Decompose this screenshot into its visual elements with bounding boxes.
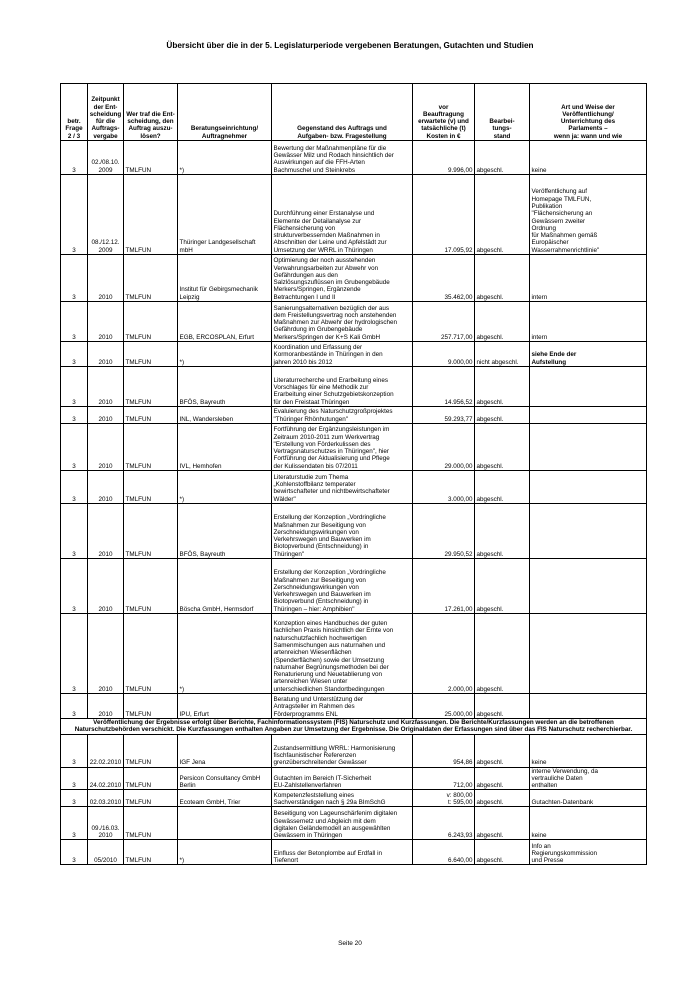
cell-gegenstand: Kompetenzfeststellung eines Sachverständigen nach § 29a BImSchG	[272, 790, 413, 807]
cell-stand: abgeschl.	[475, 302, 530, 342]
cell-wer: TMLFUN	[124, 407, 178, 424]
cell-gegenstand: Literaturstudie zum Thema „Kohlenstoffbilanz temperater bewirtschafteter und nichtbewirtschafteter Wälder"	[272, 471, 413, 504]
cell-zeitpunkt: 2010	[88, 694, 124, 719]
table-row	[61, 471, 647, 504]
cell-stand: abgeschl.	[475, 367, 530, 407]
cell-art: Gutachten-Datenbank	[530, 790, 647, 807]
cell-art: keine	[530, 141, 647, 175]
cell-zeitpunkt: 2010	[88, 367, 124, 407]
cell-frage: 3	[61, 734, 88, 767]
publication-note: Veröffentlichung der Ergebnisse erfolgt über Berichte, Fachinformationssystem (FIS) Naturschutz und Kurzfassungen. Die Berichte/Kurzfassungen werden an die betroffenen Naturschutzbehörden verschickt. Die Kurzfassungen enthalten Angaben zur Umsetzung der Ergebnisse. Die Originaldaten der Erfassungen sind über das FIS Naturschutz recherchierbar.	[61, 719, 647, 735]
header-zeitpunkt: Zeitpunkt der Ent- scheidung für die Auftrags- vergabe	[88, 84, 124, 141]
cell-kosten: 29.000,00	[413, 424, 475, 471]
cell-stand: abgeschl.	[475, 407, 530, 424]
cell-gegenstand: Beseitigung von Lageunschärfenim digitalen Gewässernetz und Abgleich mit dem digitalen Geländemodell an ausgewählten Gewässern in Thüringen	[272, 807, 413, 840]
table-row	[61, 367, 647, 407]
table-row	[61, 255, 647, 302]
cell-wer: TMLFUN	[124, 614, 178, 694]
cell-einrichtung: IPU, Erfurt	[178, 694, 272, 719]
cell-zeitpunkt: 2010	[88, 424, 124, 471]
cell-art	[530, 694, 647, 719]
cell-art	[530, 367, 647, 407]
cell-frage: 3	[61, 141, 88, 175]
cell-art	[530, 614, 647, 694]
cell-stand: abgeschl.	[475, 504, 530, 559]
cell-kosten: 59.293,77	[413, 407, 475, 424]
cell-gegenstand: Bewertung der Maßnahmenpläne für die Gewässer Milz und Rodach hinsichtlich der Auswirkungen auf die FFH-Arten Bachmuschel und Steinkrebs	[272, 141, 413, 175]
cell-frage: 3	[61, 790, 88, 807]
cell-stand: abgeschl.	[475, 559, 530, 614]
cell-art: Info an Regierungskommission und Presse	[530, 840, 647, 865]
cell-gegenstand: Sanierungsalternativen bezüglich der aus dem Freistellungsvertrag noch anstehenden Maßnahmen zur Abwehr der hydrologischen Gefährdung im Grubengebäude Merkers/Springen der K+S Kali GmbH	[272, 302, 413, 342]
cell-gegenstand: Durchführung einer Erstanalyse und Elemente der Detailanalyse zur Flächensicherung von strukturverbessernden Maßnahmen in Abschnitten der Leine und Apfelstädt zur Umsetzung der WRRL in Thüringen	[272, 175, 413, 255]
table-row	[61, 407, 647, 424]
header-frage: betr. Frage 2 / 3	[61, 84, 88, 141]
cell-frage: 3	[61, 471, 88, 504]
cell-wer: TMLFUN	[124, 807, 178, 840]
cell-kosten: 29.950,52	[413, 504, 475, 559]
cell-wer: TMLFUN	[124, 255, 178, 302]
cell-frage: 3	[61, 807, 88, 840]
cell-zeitpunkt: 02.03.2010	[88, 790, 124, 807]
table-row	[61, 614, 647, 694]
cell-frage: 3	[61, 614, 88, 694]
cell-stand: abgeschl.	[475, 734, 530, 767]
cell-kosten: 954,86	[413, 734, 475, 767]
cell-stand: nicht abgeschl.	[475, 342, 530, 367]
cell-gegenstand: Fortführung der Ergänzungsleistungen im Zeitraum 2010-2011 zum Werkvertrag "Erstellung von Förderkulissen des Vertragsnaturschutzes in Thüringen", hier Fortführung der Aktualisierung und Pflege der Kulissendaten bis 07/2011	[272, 424, 413, 471]
cell-wer: TMLFUN	[124, 471, 178, 504]
cell-kosten: 2.000,00	[413, 614, 475, 694]
cell-frage: 3	[61, 559, 88, 614]
cell-einrichtung: INL, Wandersleben	[178, 407, 272, 424]
cell-einrichtung: Thüringer Landgesellschaft mbH	[178, 175, 272, 255]
table-row	[61, 342, 647, 367]
cell-stand: abgeschl.	[475, 614, 530, 694]
cell-gegenstand: Evaluierung des Naturschutzgroßprojektes "Thüringer Rhönhutungen"	[272, 407, 413, 424]
cell-zeitpunkt: 24.02.2010	[88, 767, 124, 790]
cell-kosten: 9.000,00	[413, 342, 475, 367]
cell-frage: 3	[61, 407, 88, 424]
cell-stand: abgeschl.	[475, 255, 530, 302]
cell-art: keine	[530, 807, 647, 840]
table-header-row	[61, 84, 647, 141]
cell-gegenstand: Literaturrecherche und Erarbeitung eines Vorschlages für eine Methodik zur Erarbeitung einer Schutzgebietskonzeption für den Freistaat Thüringen	[272, 367, 413, 407]
header-einrichtung: Beratungseinrichtung/ Auftragnehmer	[178, 84, 272, 141]
cell-zeitpunkt: 05/2010	[88, 840, 124, 865]
header-kosten: vor Beauftragung erwartete (v) und tatsächliche (t) Kosten in €	[413, 84, 475, 141]
cell-stand: abgeschl.	[475, 424, 530, 471]
cell-gegenstand: Optimierung der noch ausstehenden Verwahrungsarbeiten zur Abwehr von Gefährdungen aus den Salzlösungszuflüssen im Grubengebäude Merkers/Springen, Ergänzende Betrachtungen I und II	[272, 255, 413, 302]
cell-stand: abgeschl.	[475, 694, 530, 719]
cell-stand: abgeschl.	[475, 141, 530, 175]
table-row	[61, 504, 647, 559]
cell-frage: 3	[61, 424, 88, 471]
cell-einrichtung: BFÖS, Bayreuth	[178, 367, 272, 407]
table-row	[61, 840, 647, 865]
cell-frage: 3	[61, 302, 88, 342]
cell-zeitpunkt: 2010	[88, 504, 124, 559]
cell-wer: TMLFUN	[124, 767, 178, 790]
cell-stand: abgeschl.	[475, 807, 530, 840]
cell-gegenstand: Koordination und Erfassung der Kormoranbestände in Thüringen in den jahren 2010 bis 2012	[272, 342, 413, 367]
cell-wer: TMLFUN	[124, 840, 178, 865]
cell-einrichtung: IVL, Hemhofen	[178, 424, 272, 471]
table-row	[61, 767, 647, 790]
cell-kosten: 6.243,93	[413, 807, 475, 840]
cell-einrichtung: IGF Jena	[178, 734, 272, 767]
cell-frage: 3	[61, 342, 88, 367]
cell-zeitpunkt: 2010	[88, 471, 124, 504]
table-row	[61, 424, 647, 471]
cell-stand: abgeschl.	[475, 471, 530, 504]
cell-stand: abgeschl.	[475, 175, 530, 255]
cell-zeitpunkt: 2010	[88, 342, 124, 367]
cell-gegenstand: Beratung und Unterstützung der Antragsteller im Rahmen des Förderprogramms ENL	[272, 694, 413, 719]
cell-stand: abgeschl.	[475, 790, 530, 807]
cell-frage: 3	[61, 367, 88, 407]
table-row	[61, 807, 647, 840]
cell-frage: 3	[61, 767, 88, 790]
cell-wer: TMLFUN	[124, 504, 178, 559]
table-row	[61, 559, 647, 614]
cell-wer: TMLFUN	[124, 367, 178, 407]
cell-zeitpunkt: 2010	[88, 559, 124, 614]
cell-kosten: 17.261,00	[413, 559, 475, 614]
cell-kosten: 712,00	[413, 767, 475, 790]
cell-einrichtung: *)	[178, 342, 272, 367]
cell-einrichtung: Institut für Gebirgsmechanik Leipzig	[178, 255, 272, 302]
cell-einrichtung: *)	[178, 840, 272, 865]
cell-gegenstand: Gutachten im Bereich IT-Sicherheit EU-Zahlstellenverfahren	[272, 767, 413, 790]
cell-art: Veröffentlichung auf Homepage TMLFUN, Publikation "Flächensicherung an Gewässern zweiter Ordnung für Maßnahmen gemäß Europäischer Wasserrahmenrichtlinie"	[530, 175, 647, 255]
cell-art	[530, 407, 647, 424]
cell-art: interne Verwendung, da vertrauliche Daten enthalten	[530, 767, 647, 790]
cell-kosten: v: 800,00 t: 595,00	[413, 790, 475, 807]
cell-einrichtung: Böscha GmbH, Hermsdorf	[178, 559, 272, 614]
cell-gegenstand: Einfluss der Betonplombe auf Erdfall in Tiefenort	[272, 840, 413, 865]
cell-kosten: 25.000,00	[413, 694, 475, 719]
table-row	[61, 734, 647, 767]
overview-table	[60, 83, 647, 865]
header-art: Art und Weise der Veröffentlichung/ Unterrichtung des Parlaments – wenn ja: wann und wie	[530, 84, 647, 141]
cell-art: keine	[530, 734, 647, 767]
cell-kosten: 9.996,00	[413, 141, 475, 175]
table-row	[61, 790, 647, 807]
cell-zeitpunkt: 08./12.12. 2009	[88, 175, 124, 255]
cell-frage: 3	[61, 840, 88, 865]
cell-zeitpunkt: 2010	[88, 614, 124, 694]
cell-einrichtung: Persicon Consultancy GmbH Berlin	[178, 767, 272, 790]
cell-kosten: 257.717,00	[413, 302, 475, 342]
cell-wer: TMLFUN	[124, 342, 178, 367]
cell-einrichtung: *)	[178, 141, 272, 175]
header-stand: Bearbei- tungs- stand	[475, 84, 530, 141]
cell-wer: TMLFUN	[124, 559, 178, 614]
cell-kosten: 3.000,00	[413, 471, 475, 504]
cell-art: intern	[530, 302, 647, 342]
cell-gegenstand: Erstellung der Konzeption „Vordringliche Maßnahmen zur Beseitigung von Zerschneidungswirkungen von Verkehrswegen und Bauwerken im Biotopverbund (Entschneidung) in Thüringen"	[272, 504, 413, 559]
cell-art	[530, 471, 647, 504]
cell-einrichtung: *)	[178, 614, 272, 694]
cell-wer: TMLFUN	[124, 141, 178, 175]
page-title: Übersicht über die in der 5. Legislaturperiode vergebenen Beratungen, Gutachten und Studien	[166, 41, 534, 50]
table-row	[61, 302, 647, 342]
table-row	[61, 694, 647, 719]
cell-kosten: 35.462,00	[413, 255, 475, 302]
cell-zeitpunkt: 09./16.03. 2010	[88, 807, 124, 840]
cell-art	[530, 504, 647, 559]
cell-art: siehe Ende der Aufstellung	[530, 342, 647, 367]
cell-wer: TMLFUN	[124, 302, 178, 342]
cell-art	[530, 424, 647, 471]
header-wer: Wer traf die Ent- scheidung, den Auftrag auszu- lösen?	[124, 84, 178, 141]
cell-einrichtung: EGB, ERCOSPLAN, Erfurt	[178, 302, 272, 342]
cell-wer: TMLFUN	[124, 424, 178, 471]
cell-einrichtung: BFÖS, Bayreuth	[178, 504, 272, 559]
cell-frage: 3	[61, 504, 88, 559]
cell-zeitpunkt: 2010	[88, 407, 124, 424]
cell-einrichtung	[178, 807, 272, 840]
page-number: Seite 20	[338, 940, 362, 947]
cell-kosten: 6.640,00	[413, 840, 475, 865]
cell-wer: TMLFUN	[124, 734, 178, 767]
cell-gegenstand: Erstellung der Konzeption „Vordringliche Maßnahmen zur Beseitigung von Zerschneidungswirkungen von Verkehrswegen und Bauwerken im Biotopverbund (Entschneidung) in Thüringen – hier: Amphibien"	[272, 559, 413, 614]
cell-frage: 3	[61, 255, 88, 302]
cell-einrichtung: Ecoteam GmbH, Trier	[178, 790, 272, 807]
cell-art	[530, 559, 647, 614]
cell-einrichtung: *)	[178, 471, 272, 504]
cell-stand: abgeschl.	[475, 840, 530, 865]
cell-kosten: 17.095,92	[413, 175, 475, 255]
cell-art: intern	[530, 255, 647, 302]
cell-zeitpunkt: 22.02.2010	[88, 734, 124, 767]
cell-frage: 3	[61, 694, 88, 719]
cell-kosten: 14.956,52	[413, 367, 475, 407]
cell-stand: abgeschl.	[475, 767, 530, 790]
table-row	[61, 175, 647, 255]
cell-gegenstand: Konzeption eines Handbuches der guten fachlichen Praxis hinsichtlich der Ernte von naturschutzfachlich hochwertigen Samenmischungen aus naturnahen und artenreichen Wiesenflächen (Spenderflächen) sowie der Umsetzung naturnaher Begrünungsmethoden bei der Renaturierung und Neuetablierung von artenreichen Wiesen unter unterschiedlichen Standortbedingungen	[272, 614, 413, 694]
note-row	[61, 719, 647, 735]
cell-wer: TMLFUN	[124, 694, 178, 719]
cell-wer: TMLFUN	[124, 790, 178, 807]
header-gegenstand: Gegenstand des Auftrags und Aufgaben- bzw. Fragestellung	[272, 84, 413, 141]
cell-gegenstand: Zustandsermittlung WRRL: Harmonisierung fischfaunistischer Referenzen grenzüberschreitender Gewässer	[272, 734, 413, 767]
cell-zeitpunkt: 2010	[88, 302, 124, 342]
cell-wer: TMLFUN	[124, 175, 178, 255]
cell-frage: 3	[61, 175, 88, 255]
cell-zeitpunkt: 02./08.10. 2009	[88, 141, 124, 175]
cell-zeitpunkt: 2010	[88, 255, 124, 302]
table-row	[61, 141, 647, 175]
